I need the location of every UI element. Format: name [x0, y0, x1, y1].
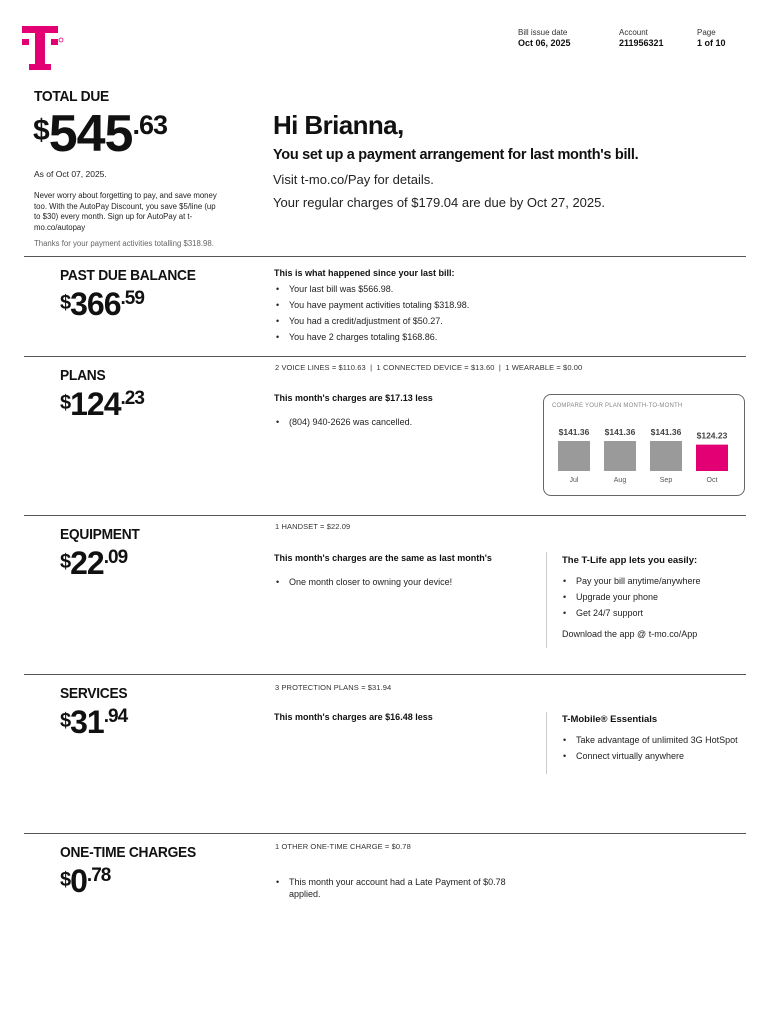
list-item: • Get 24/7 support [561, 608, 751, 620]
plans-list [274, 417, 524, 433]
equipment-heading: This month's charges are the same as last month's [274, 553, 492, 563]
section-divider [24, 256, 746, 257]
chart-bar-sep [650, 441, 682, 471]
section-divider [24, 356, 746, 357]
list-item: • One month closer to owning your device! [274, 577, 524, 589]
chart-value-label: $141.36 [650, 427, 682, 437]
one-time-label: ONE-TIME CHARGES [60, 844, 196, 861]
list-item: • Pay your bill anytime/anywhere [561, 576, 751, 588]
tmobile-logo-icon [22, 26, 64, 72]
services-amount: $ 31 .94 [60, 704, 128, 740]
services-summary: 3 PROTECTION PLANS = $31.94 [275, 683, 392, 692]
chart-category-label: Jul [569, 477, 579, 484]
list-item: • Take advantage of unlimited 3G HotSpot [561, 735, 751, 747]
tlife-list [561, 576, 751, 624]
account-number: Account 211956321 [619, 28, 664, 48]
equipment-amount: $ 22 .09 [60, 545, 128, 581]
chart-svg [544, 395, 746, 497]
as-of-date: As of Oct 07, 2025. [34, 169, 107, 179]
list-item: • Your last bill was $566.98. [274, 284, 574, 296]
equipment-list [274, 577, 524, 593]
total-due-amount: $ 545 .63 [33, 105, 167, 163]
list-item: • You had a credit/adjustment of $50.27. [274, 316, 574, 328]
essentials-title: T-Mobile® Essentials [562, 714, 658, 725]
list-item: • (804) 940-2626 was cancelled. [274, 417, 524, 429]
plans-summary: 2 VOICE LINES = $110.63 | 1 CONNECTED DEVICE = $13.60 | 1 WEARABLE = $0.00 [275, 363, 583, 372]
chart-bar-jul [558, 441, 590, 471]
greeting-headline: You set up a payment arrangement for last month's bill. [273, 147, 639, 163]
list-item: • This month your account had a Late Payment of $0.78 applied. [274, 877, 534, 900]
chart-value-label: $124.23 [696, 430, 728, 441]
plans-amount: $ 124 .23 [60, 386, 144, 422]
list-item: • You have payment activities totaling $318.98. [274, 300, 574, 312]
side-divider [546, 712, 547, 774]
bill-issue-date: Bill issue date Oct 06, 2025 [518, 28, 571, 48]
autopay-promo: Never worry about forgetting to pay, and save money too. With the AutoPay Discount, you save $5/line (up to $30) every month. Sign up for AutoPay at t-mo.co/autopay [34, 191, 217, 232]
tlife-download-link: Download the app @ t-mo.co/App [562, 629, 698, 639]
essentials-list [561, 735, 751, 767]
section-divider [24, 674, 746, 675]
chart-bar-aug [604, 441, 636, 471]
greeting-regular-charges: Your regular charges of $179.04 are due by Oct 27, 2025. [273, 195, 605, 210]
greeting-title: Hi Brianna, [273, 110, 404, 140]
past-due-heading: This is what happened since your last bill: [274, 268, 455, 278]
plans-label: PLANS [60, 367, 106, 384]
chart-value-label: $141.36 [558, 427, 590, 437]
equipment-label: EQUIPMENT [60, 526, 140, 543]
payment-thanks: Thanks for your payment activities totalling $318.98. [34, 239, 214, 248]
section-divider [24, 833, 746, 834]
tlife-title: The T-Life app lets you easily: [562, 555, 698, 566]
past-due-amount: $ 366 .59 [60, 286, 144, 322]
page-number: Page 1 of 10 [697, 28, 726, 48]
equipment-summary: 1 HANDSET = $22.09 [275, 522, 351, 531]
side-divider [546, 552, 547, 648]
past-due-list [274, 284, 574, 348]
list-item: • Connect virtually anywhere [561, 751, 751, 763]
greeting-visit: Visit t-mo.co/Pay for details. [273, 172, 434, 187]
chart-category-label: Oct [706, 477, 718, 484]
list-item: • Upgrade your phone [561, 592, 751, 604]
chart-category-label: Sep [659, 477, 673, 484]
plan-comparison-chart [543, 394, 745, 496]
section-divider [24, 515, 746, 516]
list-item: • You have 2 charges totaling $168.86. [274, 332, 574, 344]
chart-title: COMPARE YOUR PLAN MONTH-TO-MONTH [552, 403, 683, 409]
one-time-amount: $ 0 .78 [60, 863, 111, 899]
services-label: SERVICES [60, 685, 128, 702]
one-time-list [274, 877, 534, 905]
services-heading: This month's charges are $16.48 less [274, 712, 433, 722]
one-time-summary: 1 OTHER ONE-TIME CHARGE = $0.78 [275, 842, 411, 851]
total-due-label: TOTAL DUE [34, 88, 109, 105]
plans-heading: This month's charges are $17.13 less [274, 393, 433, 403]
chart-value-label: $141.36 [604, 427, 636, 437]
chart-category-label: Aug [613, 477, 627, 484]
past-due-label: PAST DUE BALANCE [60, 267, 196, 284]
chart-bar-oct [696, 445, 728, 471]
